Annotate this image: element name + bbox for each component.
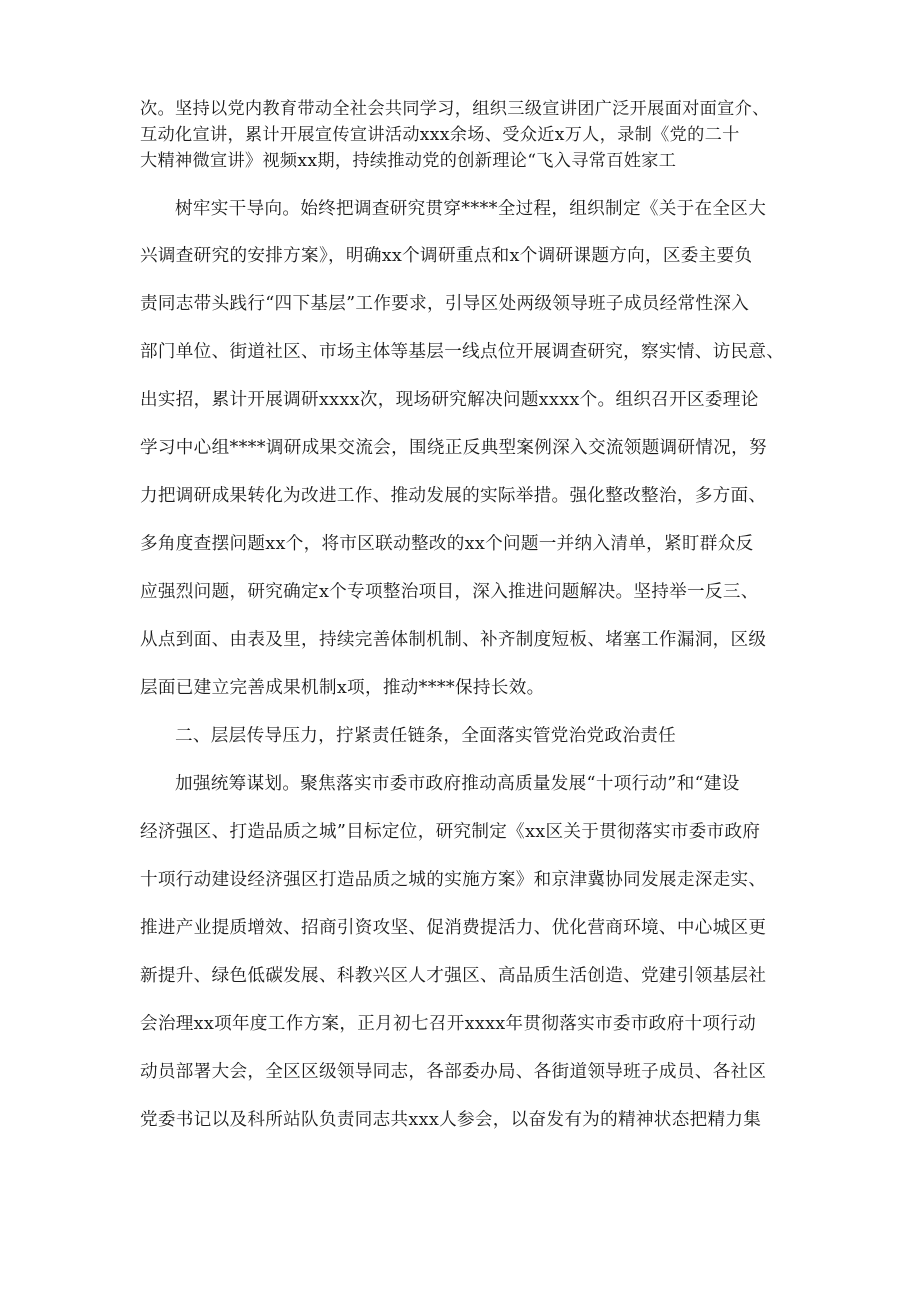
paragraph-1-line-10: 从点到面、由表及里，持续完善体制机制、补齐制度短板、堵塞工作漏洞，区级 <box>140 630 767 650</box>
paragraph-2-line-2: 经济强区、打造品质之城”目标定位，研究制定《xx区关于贯彻落实市委市政府 <box>140 822 761 842</box>
paragraph-2-line-3: 十项行动建设经济强区打造品质之城的实施方案》和京津冀协同发展走深走实、 <box>140 870 767 890</box>
paragraph-2-line-5: 新提升、绿色低碳发展、科教兴区人才强区、高品质生活创造、党建引领基层社 <box>140 966 767 986</box>
paragraph-1-line-9: 应强烈问题，研究确定x个专项整治项目，深入推进问题解决。坚持举一反三、 <box>140 582 759 602</box>
paragraph-2-line-8: 党委书记以及科所站队负责同志共xxx人参会，以奋发有为的精神状态把精力集 <box>140 1110 762 1130</box>
intro-line-1: 次。坚持以党内教育带动全社会共同学习，组织三级宣讲团广泛开展面对面宣介、 <box>140 99 770 119</box>
paragraph-1-line-5: 出实招，累计开展调研xxxx次，现场研究解决问题xxxx个。组织召开区委理论 <box>140 390 759 410</box>
section-heading-2: 二、层层传导压力，拧紧责任链条，全面落实管党治党政治责任 <box>175 726 677 746</box>
paragraph-1-line-8: 多角度查摆问题xx个，将市区联动整改的xx个问题一并纳入清单，紧盯群众反 <box>140 534 754 554</box>
paragraph-2-line-6: 会治理xx项年度工作方案，正月初七召开xxxx年贯彻落实市委市政府十项行动 <box>140 1014 757 1034</box>
paragraph-1-line-3: 责同志带头践行“四下基层”工作要求，引导区处两级领导班子成员经常性深入 <box>140 294 750 314</box>
paragraph-2-line-1: 加强统筹谋划。聚焦落实市委市政府推动高质量发展“十项行动”和“建设 <box>175 774 740 794</box>
paragraph-2-line-4: 推进产业提质增效、招商引资攻坚、促消费提活力、优化营商环境、中心城区更 <box>140 918 767 938</box>
paragraph-2-line-7: 动员部署大会，全区区级领导同志，各部委办局、各街道领导班子成员、各社区 <box>140 1062 767 1082</box>
paragraph-1-line-2: 兴调查研究的安排方案》，明确xx个调研重点和x个调研课题方向，区委主要负 <box>140 246 753 266</box>
paragraph-1-line-11: 层面已建立完善成果机制x项，推动****保持长效。 <box>140 678 545 698</box>
paragraph-1-line-1: 树牢实干导向。始终把调查研究贯穿****全过程，组织制定《关于在全区大 <box>175 199 767 219</box>
paragraph-1-line-7: 力把调研成果转化为改进工作、推动发展的实际举措。强化整改整治，多方面、 <box>140 486 767 506</box>
paragraph-1-line-4: 部门单位、街道社区、市场主体等基层一线点位开展调查研究，察实情、访民意、 <box>140 342 785 362</box>
intro-line-3: 大精神微宣讲》视频xx期，持续推动党的创新理论“飞入寻常百姓家工 <box>140 151 677 171</box>
intro-line-2: 互动化宣讲，累计开展宣传宣讲活动xxx余场、受众近x万人，录制《党的二十 <box>140 125 740 145</box>
paragraph-1-line-6: 学习中心组****调研成果交流会，围绕正反典型案例深入交流领题调研情况，努 <box>140 438 767 458</box>
